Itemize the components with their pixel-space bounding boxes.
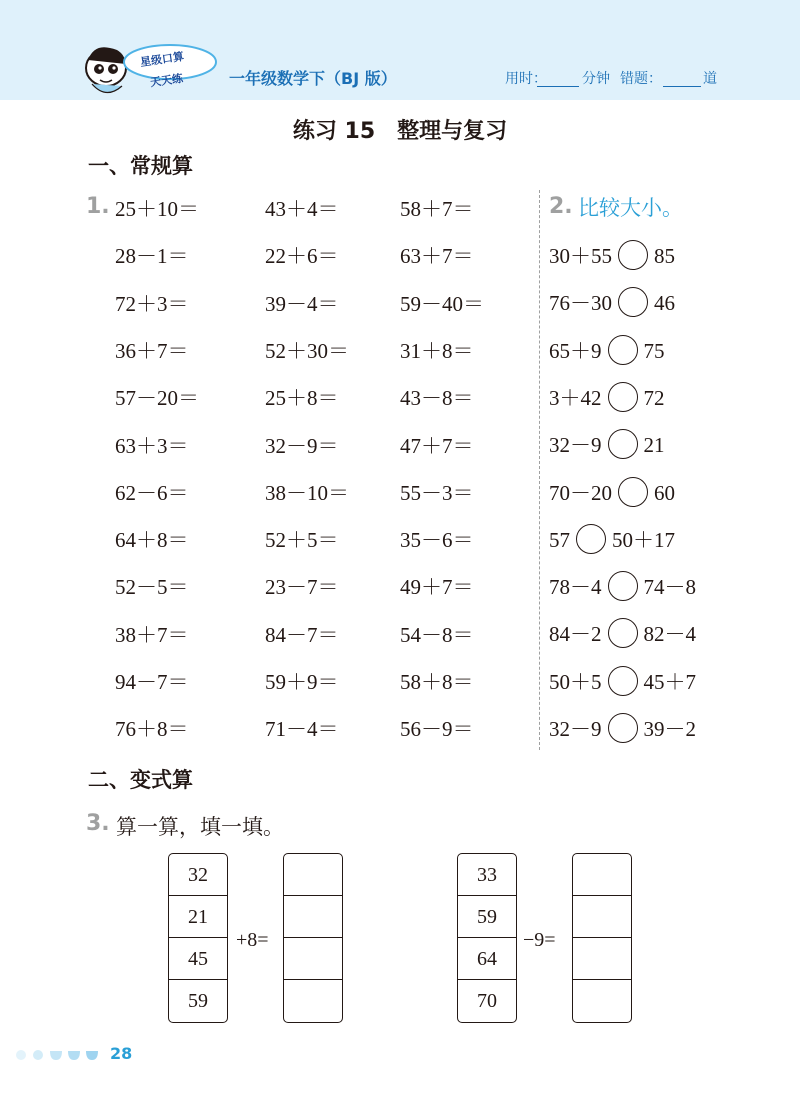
- drill-expression: 31＋8＝: [400, 338, 474, 363]
- drill-expression: 38－10＝: [265, 480, 349, 505]
- compare-left: 30＋55: [549, 244, 612, 268]
- compare-right: 45＋7: [643, 669, 696, 694]
- answer-table: [283, 853, 343, 1023]
- answer-cell[interactable]: [284, 896, 342, 938]
- q2-title: 比较大小。: [578, 196, 683, 220]
- drill-expression: 43－8＝: [400, 386, 474, 411]
- drill-expression: 52＋30＝: [265, 338, 349, 363]
- compare-right: 21: [643, 433, 665, 458]
- input-number-table: [457, 853, 517, 1023]
- answer-cell[interactable]: [573, 938, 631, 980]
- brand-line1: 星级口算: [139, 49, 185, 69]
- drill-expression: 58＋8＝: [400, 670, 474, 694]
- compare-right: 72: [643, 385, 665, 410]
- compare-answer-circle[interactable]: [608, 713, 638, 743]
- input-number-cell: 59: [458, 896, 516, 938]
- drill-expression: 56－9＝: [400, 717, 474, 742]
- compare-right: 50＋17: [612, 527, 675, 552]
- drill-expression: 52＋5＝: [265, 528, 339, 553]
- drill-expression: 52－5＝: [115, 575, 189, 600]
- drill-expression: 49＋7＝: [400, 575, 474, 600]
- answer-cell[interactable]: [284, 980, 342, 1022]
- drill-expression: 32－9＝: [265, 433, 339, 458]
- q1-number: 1.: [86, 194, 110, 219]
- compare-left: 32－9: [549, 433, 602, 458]
- compare-answer-circle[interactable]: [618, 477, 648, 507]
- drill-expression: 36＋7＝: [115, 338, 189, 363]
- compare-right: 60: [654, 480, 675, 505]
- mascot-logo-icon: [80, 38, 220, 104]
- error-unit: 道: [703, 71, 717, 87]
- time-unit: 分钟: [582, 71, 610, 87]
- drill-expression: 35－6＝: [400, 528, 474, 553]
- answer-table: [572, 853, 632, 1023]
- compare-answer-circle[interactable]: [608, 335, 638, 365]
- q3-title: 算一算，填一填。: [116, 815, 284, 839]
- compare-left: 32－9: [549, 717, 602, 741]
- operator-label: −9=: [523, 929, 556, 951]
- book-title: 一年级数学下（BJ 版）: [229, 69, 397, 88]
- drill-expression: 59＋9＝: [265, 670, 339, 694]
- answer-cell[interactable]: [573, 896, 631, 938]
- compare-right: 82－4: [643, 622, 696, 647]
- drill-expression: 55－3＝: [400, 480, 474, 505]
- time-label: 用时：: [505, 71, 547, 87]
- compare-left: 50＋5: [549, 669, 602, 694]
- answer-cell[interactable]: [573, 854, 631, 896]
- compare-left: 57: [549, 527, 570, 552]
- drill-expression: 84－7＝: [265, 622, 339, 647]
- drill-expression: 63＋7＝: [400, 244, 474, 269]
- compare-answer-circle[interactable]: [608, 382, 638, 412]
- compare-right: 85: [654, 244, 675, 268]
- drill-expression: 23－7＝: [265, 575, 339, 600]
- drill-expression: 57－20＝: [115, 386, 199, 411]
- q2-number: 2.: [549, 194, 573, 219]
- input-number-cell: 33: [458, 854, 516, 896]
- section2-heading: 二、变式算: [88, 768, 193, 792]
- q3-number: 3.: [86, 811, 110, 836]
- compare-answer-circle[interactable]: [618, 240, 648, 270]
- answer-cell[interactable]: [284, 854, 342, 896]
- compare-left: 76－30: [549, 291, 612, 316]
- drill-expression: 28－1＝: [115, 244, 189, 269]
- input-number-cell: 32: [169, 854, 227, 896]
- compare-left: 65＋9: [549, 338, 602, 363]
- drill-expression: 71－4＝: [265, 717, 339, 742]
- input-number-cell: 21: [169, 896, 227, 938]
- input-number-cell: 70: [477, 990, 497, 1012]
- compare-left: 78－4: [549, 575, 602, 600]
- drill-expression: 25＋8＝: [265, 386, 339, 411]
- compare-left: 3＋42: [549, 385, 602, 410]
- compare-right: 39－2: [643, 717, 696, 741]
- drill-expression: 38＋7＝: [115, 622, 189, 647]
- compare-right: 75: [643, 338, 665, 363]
- drill-expression: 63＋3＝: [115, 433, 189, 458]
- compare-answer-circle[interactable]: [608, 571, 638, 601]
- error-label: 错题：: [620, 71, 662, 87]
- error-blank[interactable]: [663, 86, 701, 87]
- brand-line2: 天天练: [149, 71, 184, 90]
- drill-expression: 62－6＝: [115, 480, 189, 505]
- compare-answer-circle[interactable]: [608, 429, 638, 459]
- drill-expression: 25＋10＝: [115, 197, 199, 221]
- compare-answer-circle[interactable]: [618, 287, 648, 317]
- time-blank[interactable]: [537, 86, 579, 87]
- drill-expression: 54－8＝: [400, 622, 474, 647]
- compare-left: 70－20: [549, 480, 612, 505]
- compare-right: 74－8: [643, 575, 696, 600]
- drill-expression: 59－40＝: [400, 291, 484, 316]
- exercise-title: 练习 15 整理与复习: [292, 119, 508, 144]
- section1-heading: 一、常规算: [88, 154, 193, 178]
- input-number-cell: 45: [169, 938, 227, 980]
- footer-dots-icon: [14, 1048, 104, 1062]
- compare-left: 84－2: [549, 622, 602, 647]
- drill-expression: 47＋7＝: [400, 433, 474, 458]
- operator-label: +8=: [236, 929, 269, 951]
- drill-expression: 72＋3＝: [115, 291, 189, 316]
- page-number: 28: [110, 1044, 133, 1063]
- drill-expression: 22＋6＝: [265, 244, 339, 269]
- compare-right: 46: [654, 291, 675, 316]
- column-divider: [539, 190, 540, 750]
- input-number-cell: 64: [458, 938, 516, 980]
- compare-answer-circle[interactable]: [608, 666, 638, 696]
- input-number-table: [168, 853, 228, 1023]
- input-number-cell: 59: [188, 990, 208, 1012]
- drill-expression: 64＋8＝: [115, 528, 189, 553]
- answer-cell[interactable]: [573, 980, 631, 1022]
- drill-expression: 43＋4＝: [265, 197, 339, 221]
- compare-answer-circle[interactable]: [576, 524, 606, 554]
- compare-answer-circle[interactable]: [608, 618, 638, 648]
- drill-expression: 39－4＝: [265, 291, 339, 316]
- answer-cell[interactable]: [284, 938, 342, 980]
- drill-expression: 76＋8＝: [115, 717, 189, 742]
- drill-expression: 58＋7＝: [400, 197, 474, 221]
- drill-expression: 94－7＝: [115, 670, 189, 694]
